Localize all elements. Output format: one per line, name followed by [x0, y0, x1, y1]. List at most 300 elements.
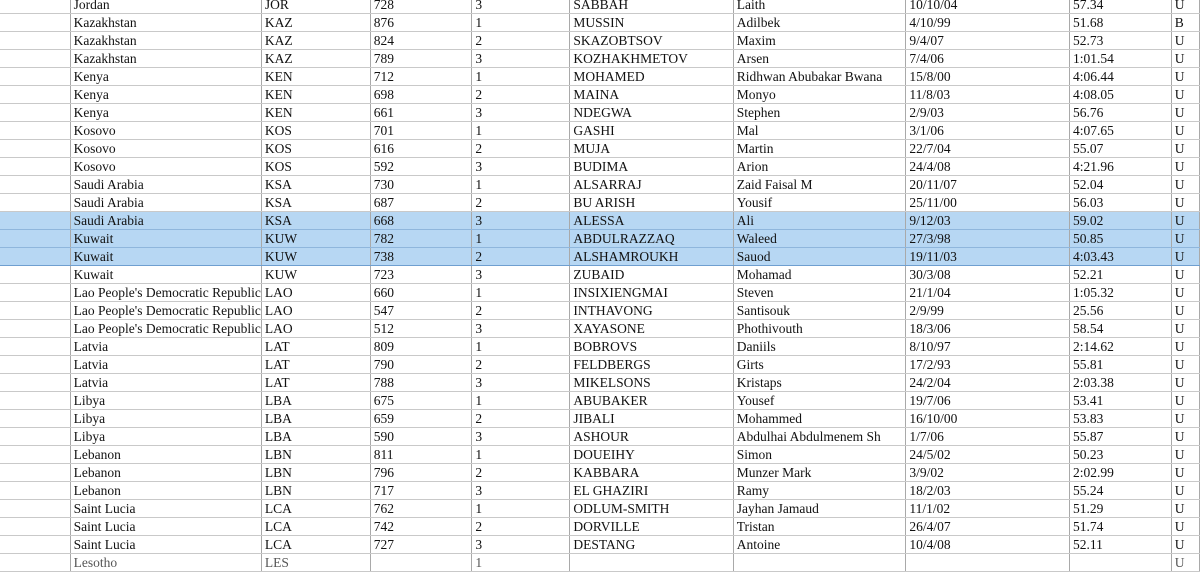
rank-cell[interactable]: 3 [472, 158, 570, 176]
rank-cell[interactable]: 2 [472, 302, 570, 320]
flag-cell[interactable]: U [1171, 554, 1199, 572]
table-row[interactable] [0, 32, 1200, 50]
table-row[interactable] [0, 122, 1200, 140]
given-name-cell[interactable]: Antoine [733, 536, 906, 554]
points-cell[interactable]: 738 [370, 248, 472, 266]
surname-cell[interactable]: BU ARISH [570, 194, 733, 212]
rank-cell[interactable]: 3 [472, 104, 570, 122]
country-cell[interactable]: Kazakhstan [70, 32, 261, 50]
points-cell[interactable] [370, 554, 472, 572]
table-row[interactable] [0, 338, 1200, 356]
table-row[interactable] [0, 536, 1200, 554]
points-cell[interactable]: 811 [370, 446, 472, 464]
surname-cell[interactable]: ABUBAKER [570, 392, 733, 410]
given-name-cell[interactable]: Ali [733, 212, 906, 230]
country-code-cell[interactable]: KSA [261, 212, 370, 230]
rank-cell[interactable]: 2 [472, 194, 570, 212]
rank-cell[interactable]: 3 [472, 320, 570, 338]
row-gutter-cell[interactable] [0, 320, 70, 338]
birth-date-cell[interactable]: 3/9/02 [906, 464, 1070, 482]
table-row[interactable] [0, 356, 1200, 374]
rank-cell[interactable]: 1 [472, 392, 570, 410]
country-code-cell[interactable]: JOR [261, 0, 370, 14]
country-code-cell[interactable]: KAZ [261, 32, 370, 50]
surname-cell[interactable]: MIKELSONS [570, 374, 733, 392]
flag-cell[interactable]: U [1171, 122, 1199, 140]
flag-cell[interactable]: U [1171, 464, 1199, 482]
birth-date-cell[interactable]: 21/1/04 [906, 284, 1070, 302]
table-row[interactable] [0, 284, 1200, 302]
country-code-cell[interactable]: LAT [261, 356, 370, 374]
country-cell[interactable]: Libya [70, 392, 261, 410]
table-row[interactable] [0, 158, 1200, 176]
rank-cell[interactable]: 1 [472, 230, 570, 248]
given-name-cell[interactable]: Santisouk [733, 302, 906, 320]
country-cell[interactable]: Kosovo [70, 140, 261, 158]
birth-date-cell[interactable]: 2/9/03 [906, 104, 1070, 122]
rank-cell[interactable]: 1 [472, 14, 570, 32]
table-row[interactable] [0, 230, 1200, 248]
points-cell[interactable]: 675 [370, 392, 472, 410]
country-code-cell[interactable]: LBA [261, 410, 370, 428]
time-cell[interactable]: 25.56 [1070, 302, 1172, 320]
given-name-cell[interactable]: Daniils [733, 338, 906, 356]
country-code-cell[interactable]: KOS [261, 122, 370, 140]
country-code-cell[interactable]: KSA [261, 176, 370, 194]
birth-date-cell[interactable]: 2/9/99 [906, 302, 1070, 320]
time-cell[interactable]: 52.73 [1070, 32, 1172, 50]
surname-cell[interactable]: MAINA [570, 86, 733, 104]
time-cell[interactable]: 4:21.96 [1070, 158, 1172, 176]
country-cell[interactable]: Kuwait [70, 266, 261, 284]
row-gutter-cell[interactable] [0, 86, 70, 104]
surname-cell[interactable]: BOBROVS [570, 338, 733, 356]
points-cell[interactable]: 661 [370, 104, 472, 122]
flag-cell[interactable]: U [1171, 356, 1199, 374]
surname-cell[interactable]: DOUEIHY [570, 446, 733, 464]
points-cell[interactable]: 668 [370, 212, 472, 230]
row-gutter-cell[interactable] [0, 194, 70, 212]
country-cell[interactable]: Lebanon [70, 482, 261, 500]
country-code-cell[interactable]: KEN [261, 86, 370, 104]
country-code-cell[interactable]: LAO [261, 302, 370, 320]
surname-cell[interactable]: MOHAMED [570, 68, 733, 86]
time-cell[interactable]: 4:03.43 [1070, 248, 1172, 266]
points-cell[interactable]: 659 [370, 410, 472, 428]
country-cell[interactable]: Kazakhstan [70, 14, 261, 32]
flag-cell[interactable]: U [1171, 536, 1199, 554]
points-cell[interactable]: 727 [370, 536, 472, 554]
rank-cell[interactable]: 2 [472, 356, 570, 374]
country-cell[interactable]: Latvia [70, 374, 261, 392]
birth-date-cell[interactable]: 20/11/07 [906, 176, 1070, 194]
country-code-cell[interactable]: LBN [261, 482, 370, 500]
surname-cell[interactable]: KABBARA [570, 464, 733, 482]
given-name-cell[interactable]: Abdulhai Abdulmenem Sh [733, 428, 906, 446]
surname-cell[interactable]: XAYASONE [570, 320, 733, 338]
birth-date-cell[interactable]: 3/1/06 [906, 122, 1070, 140]
country-code-cell[interactable]: KAZ [261, 50, 370, 68]
surname-cell[interactable]: INTHAVONG [570, 302, 733, 320]
country-code-cell[interactable]: LAT [261, 338, 370, 356]
country-cell[interactable]: Saint Lucia [70, 536, 261, 554]
time-cell[interactable]: 53.83 [1070, 410, 1172, 428]
flag-cell[interactable]: U [1171, 50, 1199, 68]
rank-cell[interactable]: 2 [472, 464, 570, 482]
table-row[interactable] [0, 554, 1200, 572]
time-cell[interactable]: 4:08.05 [1070, 86, 1172, 104]
surname-cell[interactable]: SKAZOBTSOV [570, 32, 733, 50]
time-cell[interactable]: 56.76 [1070, 104, 1172, 122]
birth-date-cell[interactable]: 4/10/99 [906, 14, 1070, 32]
given-name-cell[interactable] [733, 554, 906, 572]
time-cell[interactable]: 51.74 [1070, 518, 1172, 536]
surname-cell[interactable]: NDEGWA [570, 104, 733, 122]
country-code-cell[interactable]: LBN [261, 446, 370, 464]
row-gutter-cell[interactable] [0, 122, 70, 140]
surname-cell[interactable]: SABBAH [570, 0, 733, 14]
country-code-cell[interactable]: LAO [261, 284, 370, 302]
country-code-cell[interactable]: LAT [261, 374, 370, 392]
surname-cell[interactable]: MUSSIN [570, 14, 733, 32]
country-cell[interactable]: Latvia [70, 356, 261, 374]
time-cell[interactable]: 55.24 [1070, 482, 1172, 500]
given-name-cell[interactable]: Maxim [733, 32, 906, 50]
surname-cell[interactable]: DORVILLE [570, 518, 733, 536]
country-cell[interactable]: Kosovo [70, 122, 261, 140]
country-code-cell[interactable]: KUW [261, 248, 370, 266]
points-cell[interactable]: 762 [370, 500, 472, 518]
country-code-cell[interactable]: LAO [261, 320, 370, 338]
points-cell[interactable]: 790 [370, 356, 472, 374]
flag-cell[interactable]: U [1171, 230, 1199, 248]
row-gutter-cell[interactable] [0, 0, 70, 14]
given-name-cell[interactable]: Ridhwan Abubakar Bwana [733, 68, 906, 86]
points-cell[interactable]: 796 [370, 464, 472, 482]
given-name-cell[interactable]: Arion [733, 158, 906, 176]
birth-date-cell[interactable]: 17/2/93 [906, 356, 1070, 374]
row-gutter-cell[interactable] [0, 140, 70, 158]
points-cell[interactable]: 723 [370, 266, 472, 284]
time-cell[interactable]: 52.21 [1070, 266, 1172, 284]
time-cell[interactable]: 1:01.54 [1070, 50, 1172, 68]
surname-cell[interactable]: BUDIMA [570, 158, 733, 176]
rank-cell[interactable]: 3 [472, 374, 570, 392]
time-cell[interactable]: 4:06.44 [1070, 68, 1172, 86]
table-row[interactable] [0, 194, 1200, 212]
given-name-cell[interactable]: Mohamad [733, 266, 906, 284]
country-cell[interactable]: Lao People's Democratic Republic [70, 320, 261, 338]
birth-date-cell[interactable]: 27/3/98 [906, 230, 1070, 248]
table-row[interactable] [0, 104, 1200, 122]
points-cell[interactable]: 809 [370, 338, 472, 356]
birth-date-cell[interactable]: 22/7/04 [906, 140, 1070, 158]
table-row[interactable] [0, 302, 1200, 320]
rank-cell[interactable]: 1 [472, 284, 570, 302]
time-cell[interactable] [1070, 554, 1172, 572]
row-gutter-cell[interactable] [0, 536, 70, 554]
time-cell[interactable]: 2:03.38 [1070, 374, 1172, 392]
birth-date-cell[interactable]: 9/4/07 [906, 32, 1070, 50]
row-gutter-cell[interactable] [0, 176, 70, 194]
country-cell[interactable]: Kuwait [70, 230, 261, 248]
given-name-cell[interactable]: Stephen [733, 104, 906, 122]
points-cell[interactable]: 616 [370, 140, 472, 158]
points-cell[interactable]: 789 [370, 50, 472, 68]
rank-cell[interactable]: 3 [472, 536, 570, 554]
surname-cell[interactable]: KOZHAKHMETOV [570, 50, 733, 68]
given-name-cell[interactable]: Kristaps [733, 374, 906, 392]
time-cell[interactable]: 2:14.62 [1070, 338, 1172, 356]
country-cell[interactable]: Latvia [70, 338, 261, 356]
table-row[interactable] [0, 86, 1200, 104]
surname-cell[interactable]: ABDULRAZZAQ [570, 230, 733, 248]
table-row[interactable] [0, 500, 1200, 518]
row-gutter-cell[interactable] [0, 482, 70, 500]
row-gutter-cell[interactable] [0, 14, 70, 32]
birth-date-cell[interactable]: 24/5/02 [906, 446, 1070, 464]
surname-cell[interactable]: INSIXIENGMAI [570, 284, 733, 302]
rank-cell[interactable]: 3 [472, 482, 570, 500]
flag-cell[interactable]: U [1171, 374, 1199, 392]
given-name-cell[interactable]: Zaid Faisal M [733, 176, 906, 194]
birth-date-cell[interactable]: 16/10/00 [906, 410, 1070, 428]
birth-date-cell[interactable]: 10/10/04 [906, 0, 1070, 14]
table-row[interactable] [0, 68, 1200, 86]
flag-cell[interactable]: U [1171, 446, 1199, 464]
birth-date-cell[interactable]: 7/4/06 [906, 50, 1070, 68]
points-cell[interactable]: 742 [370, 518, 472, 536]
given-name-cell[interactable]: Phothivouth [733, 320, 906, 338]
time-cell[interactable]: 51.29 [1070, 500, 1172, 518]
country-code-cell[interactable]: KEN [261, 104, 370, 122]
rank-cell[interactable]: 1 [472, 446, 570, 464]
flag-cell[interactable]: U [1171, 140, 1199, 158]
rank-cell[interactable]: 2 [472, 410, 570, 428]
birth-date-cell[interactable]: 11/1/02 [906, 500, 1070, 518]
country-code-cell[interactable]: KUW [261, 266, 370, 284]
points-cell[interactable]: 512 [370, 320, 472, 338]
rank-cell[interactable]: 1 [472, 68, 570, 86]
country-cell[interactable]: Lesotho [70, 554, 261, 572]
country-cell[interactable]: Libya [70, 428, 261, 446]
birth-date-cell[interactable]: 25/11/00 [906, 194, 1070, 212]
rank-cell[interactable]: 2 [472, 140, 570, 158]
flag-cell[interactable]: U [1171, 302, 1199, 320]
country-cell[interactable]: Kenya [70, 86, 261, 104]
given-name-cell[interactable]: Martin [733, 140, 906, 158]
row-gutter-cell[interactable] [0, 302, 70, 320]
country-code-cell[interactable]: LCA [261, 536, 370, 554]
table-row[interactable] [0, 212, 1200, 230]
flag-cell[interactable]: U [1171, 68, 1199, 86]
row-gutter-cell[interactable] [0, 266, 70, 284]
flag-cell[interactable]: U [1171, 176, 1199, 194]
points-cell[interactable]: 876 [370, 14, 472, 32]
flag-cell[interactable]: U [1171, 32, 1199, 50]
table-row[interactable] [0, 248, 1200, 266]
surname-cell[interactable]: GASHI [570, 122, 733, 140]
given-name-cell[interactable]: Adilbek [733, 14, 906, 32]
surname-cell[interactable] [570, 554, 733, 572]
row-gutter-cell[interactable] [0, 410, 70, 428]
row-gutter-cell[interactable] [0, 68, 70, 86]
surname-cell[interactable]: ALESSA [570, 212, 733, 230]
birth-date-cell[interactable]: 8/10/97 [906, 338, 1070, 356]
row-gutter-cell[interactable] [0, 554, 70, 572]
country-cell[interactable]: Lao People's Democratic Republic [70, 302, 261, 320]
row-gutter-cell[interactable] [0, 158, 70, 176]
country-cell[interactable]: Saudi Arabia [70, 212, 261, 230]
country-cell[interactable]: Libya [70, 410, 261, 428]
flag-cell[interactable]: U [1171, 518, 1199, 536]
row-gutter-cell[interactable] [0, 230, 70, 248]
given-name-cell[interactable]: Yousif [733, 194, 906, 212]
table-row[interactable] [0, 0, 1200, 14]
time-cell[interactable]: 58.54 [1070, 320, 1172, 338]
points-cell[interactable]: 687 [370, 194, 472, 212]
given-name-cell[interactable]: Arsen [733, 50, 906, 68]
rank-cell[interactable]: 1 [472, 122, 570, 140]
rank-cell[interactable]: 2 [472, 248, 570, 266]
points-cell[interactable]: 824 [370, 32, 472, 50]
surname-cell[interactable]: ALSHAMROUKH [570, 248, 733, 266]
surname-cell[interactable]: EL GHAZIRI [570, 482, 733, 500]
points-cell[interactable]: 728 [370, 0, 472, 14]
row-gutter-cell[interactable] [0, 338, 70, 356]
rank-cell[interactable]: 1 [472, 554, 570, 572]
surname-cell[interactable]: JIBALI [570, 410, 733, 428]
surname-cell[interactable]: ALSARRAJ [570, 176, 733, 194]
table-row[interactable] [0, 14, 1200, 32]
given-name-cell[interactable]: Mohammed [733, 410, 906, 428]
points-cell[interactable]: 717 [370, 482, 472, 500]
country-cell[interactable]: Lebanon [70, 446, 261, 464]
birth-date-cell[interactable]: 11/8/03 [906, 86, 1070, 104]
time-cell[interactable]: 4:07.65 [1070, 122, 1172, 140]
flag-cell[interactable]: U [1171, 104, 1199, 122]
country-cell[interactable]: Kazakhstan [70, 50, 261, 68]
flag-cell[interactable]: U [1171, 320, 1199, 338]
points-cell[interactable]: 782 [370, 230, 472, 248]
flag-cell[interactable]: B [1171, 14, 1199, 32]
country-code-cell[interactable]: KUW [261, 230, 370, 248]
given-name-cell[interactable]: Ramy [733, 482, 906, 500]
time-cell[interactable]: 50.23 [1070, 446, 1172, 464]
flag-cell[interactable]: U [1171, 284, 1199, 302]
birth-date-cell[interactable]: 10/4/08 [906, 536, 1070, 554]
time-cell[interactable]: 51.68 [1070, 14, 1172, 32]
row-gutter-cell[interactable] [0, 212, 70, 230]
birth-date-cell[interactable]: 9/12/03 [906, 212, 1070, 230]
row-gutter-cell[interactable] [0, 446, 70, 464]
birth-date-cell[interactable]: 26/4/07 [906, 518, 1070, 536]
table-row[interactable] [0, 464, 1200, 482]
given-name-cell[interactable]: Mal [733, 122, 906, 140]
time-cell[interactable]: 55.81 [1070, 356, 1172, 374]
points-cell[interactable]: 730 [370, 176, 472, 194]
given-name-cell[interactable]: Steven [733, 284, 906, 302]
given-name-cell[interactable]: Yousef [733, 392, 906, 410]
rank-cell[interactable]: 2 [472, 518, 570, 536]
rank-cell[interactable]: 1 [472, 176, 570, 194]
flag-cell[interactable]: U [1171, 194, 1199, 212]
row-gutter-cell[interactable] [0, 392, 70, 410]
row-gutter-cell[interactable] [0, 50, 70, 68]
given-name-cell[interactable]: Waleed [733, 230, 906, 248]
row-gutter-cell[interactable] [0, 464, 70, 482]
time-cell[interactable]: 57.34 [1070, 0, 1172, 14]
points-cell[interactable]: 590 [370, 428, 472, 446]
table-row[interactable] [0, 518, 1200, 536]
given-name-cell[interactable]: Munzer Mark [733, 464, 906, 482]
time-cell[interactable]: 52.04 [1070, 176, 1172, 194]
country-code-cell[interactable]: LCA [261, 500, 370, 518]
points-cell[interactable]: 788 [370, 374, 472, 392]
row-gutter-cell[interactable] [0, 248, 70, 266]
flag-cell[interactable]: U [1171, 338, 1199, 356]
table-row[interactable] [0, 428, 1200, 446]
birth-date-cell[interactable]: 30/3/08 [906, 266, 1070, 284]
country-cell[interactable]: Jordan [70, 0, 261, 14]
points-cell[interactable]: 698 [370, 86, 472, 104]
country-cell[interactable]: Saudi Arabia [70, 176, 261, 194]
time-cell[interactable]: 59.02 [1070, 212, 1172, 230]
birth-date-cell[interactable]: 19/11/03 [906, 248, 1070, 266]
birth-date-cell[interactable]: 24/2/04 [906, 374, 1070, 392]
points-cell[interactable]: 712 [370, 68, 472, 86]
table-row[interactable] [0, 176, 1200, 194]
time-cell[interactable]: 52.11 [1070, 536, 1172, 554]
flag-cell[interactable]: U [1171, 482, 1199, 500]
birth-date-cell[interactable]: 1/7/06 [906, 428, 1070, 446]
country-code-cell[interactable]: KSA [261, 194, 370, 212]
rank-cell[interactable]: 2 [472, 86, 570, 104]
surname-cell[interactable]: MUJA [570, 140, 733, 158]
birth-date-cell[interactable]: 18/3/06 [906, 320, 1070, 338]
flag-cell[interactable]: U [1171, 248, 1199, 266]
country-code-cell[interactable]: LBN [261, 464, 370, 482]
country-cell[interactable]: Kenya [70, 68, 261, 86]
flag-cell[interactable]: U [1171, 86, 1199, 104]
surname-cell[interactable]: ASHOUR [570, 428, 733, 446]
surname-cell[interactable]: FELDBERGS [570, 356, 733, 374]
time-cell[interactable]: 53.41 [1070, 392, 1172, 410]
rank-cell[interactable]: 1 [472, 500, 570, 518]
table-row[interactable] [0, 482, 1200, 500]
table-row[interactable] [0, 266, 1200, 284]
country-code-cell[interactable]: KOS [261, 158, 370, 176]
time-cell[interactable]: 55.87 [1070, 428, 1172, 446]
flag-cell[interactable]: U [1171, 428, 1199, 446]
points-cell[interactable]: 660 [370, 284, 472, 302]
country-code-cell[interactable]: LBA [261, 392, 370, 410]
rank-cell[interactable]: 2 [472, 32, 570, 50]
time-cell[interactable]: 55.07 [1070, 140, 1172, 158]
row-gutter-cell[interactable] [0, 32, 70, 50]
time-cell[interactable]: 2:02.99 [1070, 464, 1172, 482]
row-gutter-cell[interactable] [0, 104, 70, 122]
points-cell[interactable]: 701 [370, 122, 472, 140]
given-name-cell[interactable]: Monyo [733, 86, 906, 104]
birth-date-cell[interactable] [906, 554, 1070, 572]
row-gutter-cell[interactable] [0, 500, 70, 518]
given-name-cell[interactable]: Girts [733, 356, 906, 374]
country-cell[interactable]: Kosovo [70, 158, 261, 176]
given-name-cell[interactable]: Tristan [733, 518, 906, 536]
table-row[interactable] [0, 320, 1200, 338]
flag-cell[interactable]: U [1171, 0, 1199, 14]
